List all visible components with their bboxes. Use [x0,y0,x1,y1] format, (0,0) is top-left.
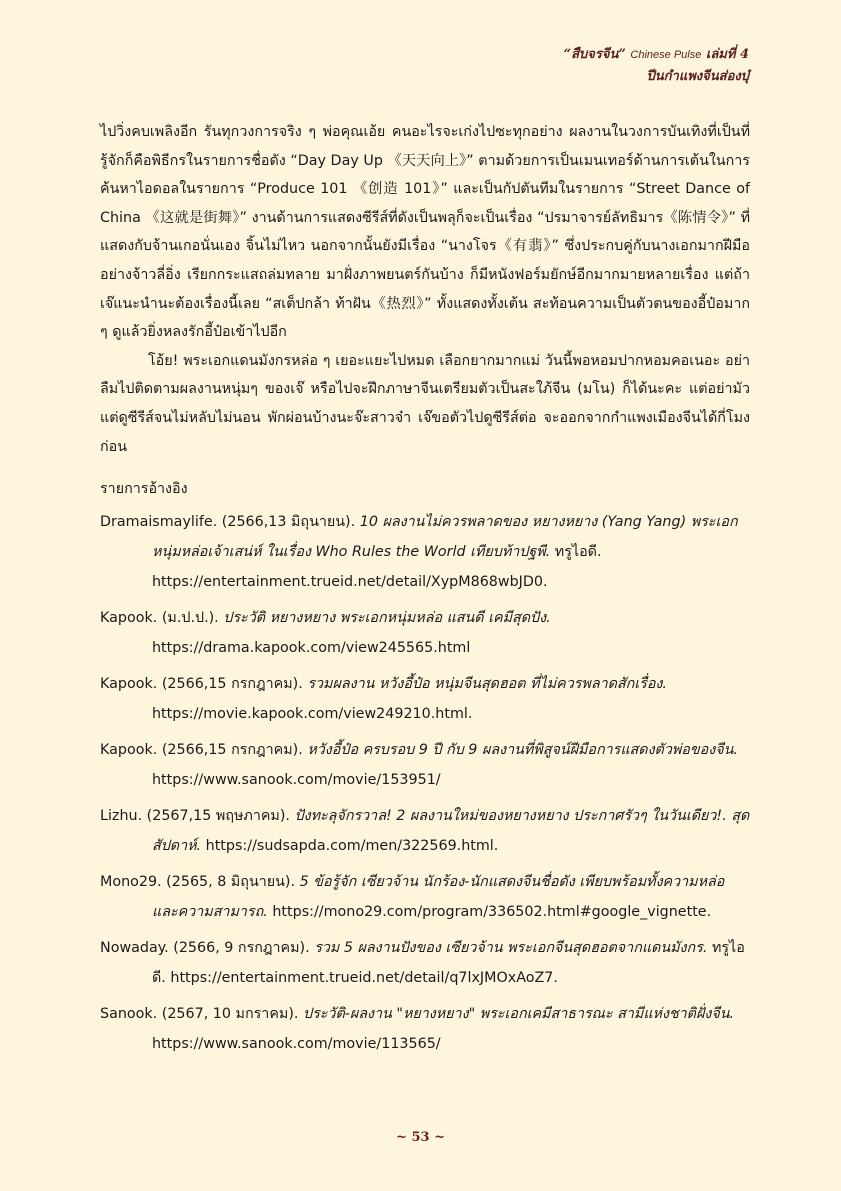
reference-url[interactable]: https://drama.kapook.com/view245565.html [152,639,471,656]
reference-author: Kapook. (2566,15 กรกฎาคม). [100,675,303,692]
reference-author: Mono29. (2565, 8 มิถุนายน). [100,873,296,890]
reference-entry [100,801,750,861]
reference-entry [100,999,750,1059]
reference-author: Kapook. (2566,15 กรกฎาคม). [100,741,303,758]
reference-title: หวังอี้ป๋อ ครบรอบ 9 ปี กับ 9 ผลงานที่พิสูจน์ฝีมือการแสดงตัวพ่อของจีน. [307,741,738,758]
header-volume: เล่มที่ 4 [705,47,749,62]
reference-url[interactable]: https://www.sanook.com/movie/153951/ [152,771,441,788]
page-number: ~ 53 ~ [396,1130,445,1145]
reference-author: Dramaismaylife. (2566,13 มิถุนายน). [100,513,356,530]
reference-title: 10 ผลงานไม่ควรพลาดของ หยางหยาง (Yang Yang) พระเอกหนุ่มหล่อเจ้าเสน่ห์ ในเรื่อง Who Rules the World เทียบท้าปฐพี. [152,513,738,560]
reference-url[interactable]: https://entertainment.trueid.net/detail/q7lxJMOxAoZ7. [170,969,558,986]
body-paragraph-2: โอ้ย! พระเอกแดนมังกรหล่อ ๆ เยอะแยะไปหมด เลือกยากมากแม่ วันนี้พอหอมปากหอมคอเนอะ อย่าลืมไปติดตามผลงานหนุ่มๆ ของเจ๊ หรือไปจะฝึกภาษาจีนเตรียมตัวเป็นสะใภ้จีน (มโน) ก็ได้นะคะ แต่อย่ามัวแต่ดูซีรีส์จนไม่หลับไม่นอน พักผ่อนบ้างนะจ๊ะสาวจ๋า เจ๊ขอตัวไปดูซีรีส์ต่อ จะออกจากกำแพงเมืองจีนได้กี่โมงก่อน [100,352,750,455]
reference-url[interactable]: https://sudsapda.com/men/322569.html. [205,837,499,854]
reference-entry [100,507,750,597]
reference-publisher: ทรูไอดี. [550,543,602,560]
references-heading: รายการอ้างอิง [100,481,188,498]
reference-publisher: ทรูไอดี. [152,939,745,986]
reference-author: Sanook. (2567, 10 มกราคม). [100,1005,299,1022]
header-series-english: Chinese Pulse [630,49,702,61]
reference-url[interactable]: https://entertainment.trueid.net/detail/XypM868wbJD0. [152,573,548,590]
reference-author: Nowaday. (2566, 9 กรกฎาคม). [100,939,310,956]
references-list [100,507,750,1059]
reference-entry [100,669,750,729]
reference-url[interactable]: https://movie.kapook.com/view249210.html. [152,705,473,722]
header-series-thai: “สืบจรจีน” [563,47,626,62]
header-line-2: ปีนกำแพงจีนส่องบุ๋ [646,69,749,84]
reference-url[interactable]: https://www.sanook.com/movie/113565/ [152,1035,441,1052]
reference-title: ปังทะลุจักรวาล! 2 ผลงานใหม่ของหยางหยาง ประกาศรัวๆ ในวันเดียว!. สุดสัปดาห์. [152,807,750,854]
page-body [100,118,750,1065]
header-line-1 [564,44,749,66]
reference-title: รวมผลงาน หวังอี้ป๋อ หนุ่มจีนสุดฮอต ที่ไม่ควรพลาดสักเรื่อง. [307,675,667,692]
reference-title: รวม 5 ผลงานปังของ เซียวจ้าน พระเอกจีนสุดฮอตจากแดนมังกร. [314,939,708,956]
reference-entry [100,603,750,663]
reference-entry [100,735,750,795]
reference-author: Kapook. (ม.ป.ป.). [100,609,219,626]
reference-author: Lizhu. (2567,15 พฤษภาคม). [100,807,290,824]
reference-entry [100,933,750,993]
reference-title: ประวัติ-ผลงาน "หยางหยาง" พระเอกเคมีสาธารณะ สามีแห่งชาติฝั่งจีน. [303,1005,735,1022]
reference-title: ประวัติ หยางหยาง พระเอกหนุ่มหล่อ แสนดี เคมีสุดปัง. [223,609,551,626]
reference-title: 5 ข้อรู้จัก เซียวจ้าน นักร้อง-นักแสดงจีนชื่อดัง เพียบพร้อมทั้งความหล่อและความสามารถ. [152,873,725,920]
running-header [564,44,749,88]
reference-url[interactable]: https://mono29.com/program/336502.html#google_vignette. [272,903,712,920]
reference-entry [100,867,750,927]
body-paragraph-1: ไปวิ่งคบเพลิงอีก รันทุกวงการจริง ๆ พ่อคุณเอ้ย คนอะไรจะเก่งไปซะทุกอย่าง ผลงานในวงการบันเทิงที่เป็นที่รู้จักก็คือพิธีกรในรายการชื่อดัง “Day Day Up 《天天向上》” ตามด้วยการเป็นเมนเทอร์ด้านการเต้นในการค้นหาไอดอลในรายการ “Produce 101 《创造 101》” และเป็นกัปตันทีมในรายการ “Street Dance of China 《这就是街舞》” งานด้านการแสดงซีรีส์ที่ดังเป็นพลุก็จะเป็นเรื่อง “ปรมาจารย์ลัทธิมาร《陈情令》” ที่แสดงกับจ้านเกอนั่นเอง จิ้นไม่ไหว นอกจากนั้นยังมีเรื่อง “นางโจร《有翡》” ซึ่งประกบคู่กับนางเอกมากฝีมืออย่างจ้าวลี่อิ่ง เรียกกระแสถล่มทลาย มาฝั่งภาพยนตร์กันบ้าง ก็มีหนังฟอร์มยักษ์อีกมากมายหลายเรื่อง แต่ถ้าเจ๊แนะนำนะต้องเรื่องนี้เลย “สเต็ปกล้า ท้าฝัน《热烈》” ทั้งแสดงทั้งเต้น สะท้อนความเป็นตัวตนของอี้ป๋อมาก ๆ ดูแล้วยิ่งหลงรักอี้ป๋อเข้าไปอีก [100,124,750,341]
